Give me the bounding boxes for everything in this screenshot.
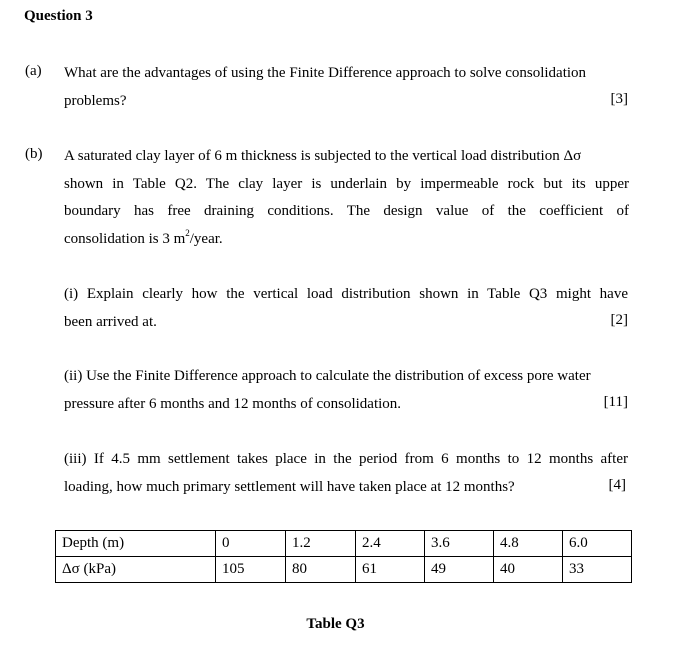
table-cell: 33	[563, 557, 632, 583]
table-cell: 1.2	[286, 531, 356, 557]
sub-i-line-2: been arrived at.	[64, 314, 157, 330]
part-a-label: (a)	[25, 63, 42, 79]
table-row	[56, 557, 632, 583]
table-cell: 49	[425, 557, 494, 583]
sub-ii-line-1: (ii) Use the Finite Difference approach to calculate the distribution of excess pore water	[64, 368, 591, 384]
sub-i-line-1: (i) Explain clearly how the vertical load distribution shown in Table Q3 might have	[64, 286, 628, 302]
table-cell: 3.6	[425, 531, 494, 557]
table-cell: 2.4	[356, 531, 425, 557]
data-table	[55, 530, 632, 583]
part-a-marks: [3]	[610, 91, 628, 107]
part-b-line-1: A saturated clay layer of 6 m thickness is subjected to the vertical load distribution Δσ	[64, 148, 582, 164]
question-title: Question 3	[24, 8, 93, 24]
table-caption: Table Q3	[306, 616, 365, 632]
part-a-line-2: problems?	[64, 93, 127, 109]
part-b-label: (b)	[25, 146, 43, 162]
part-a-line-1: What are the advantages of using the Finite Difference approach to solve consolidation	[64, 65, 587, 81]
sub-ii-marks: [11]	[603, 394, 628, 410]
table-cell: Δσ (kPa)	[56, 557, 216, 583]
table-cell: 40	[494, 557, 563, 583]
table-cell: 0	[216, 531, 286, 557]
table-cell: 6.0	[563, 531, 632, 557]
sub-ii-line-2: pressure after 6 months and 12 months of consolidation.	[64, 396, 402, 412]
part-b-line-3: boundary has free draining conditions. The design value of the coefficient of	[64, 203, 629, 219]
table-cell: Depth (m)	[56, 531, 216, 557]
sub-i-marks: [2]	[610, 312, 628, 328]
table-cell: 105	[216, 557, 286, 583]
part-b-line-4: consolidation is 3 $m^2$/year.	[64, 228, 223, 247]
sub-iii-line-1: (iii) If 4.5 mm settlement takes place in the period from 6 months to 12 months after	[64, 451, 628, 467]
table-cell: 80	[286, 557, 356, 583]
sub-iii-line-2: loading, how much primary settlement will have taken place at 12 months?	[64, 479, 515, 495]
table-cell: 61	[356, 557, 425, 583]
part-b-line-2: shown in Table Q2. The clay layer is underlain by impermeable rock but its upper	[64, 176, 629, 192]
table-row	[56, 531, 632, 557]
sub-iii-marks: [4]	[608, 477, 626, 493]
table-cell: 4.8	[494, 531, 563, 557]
